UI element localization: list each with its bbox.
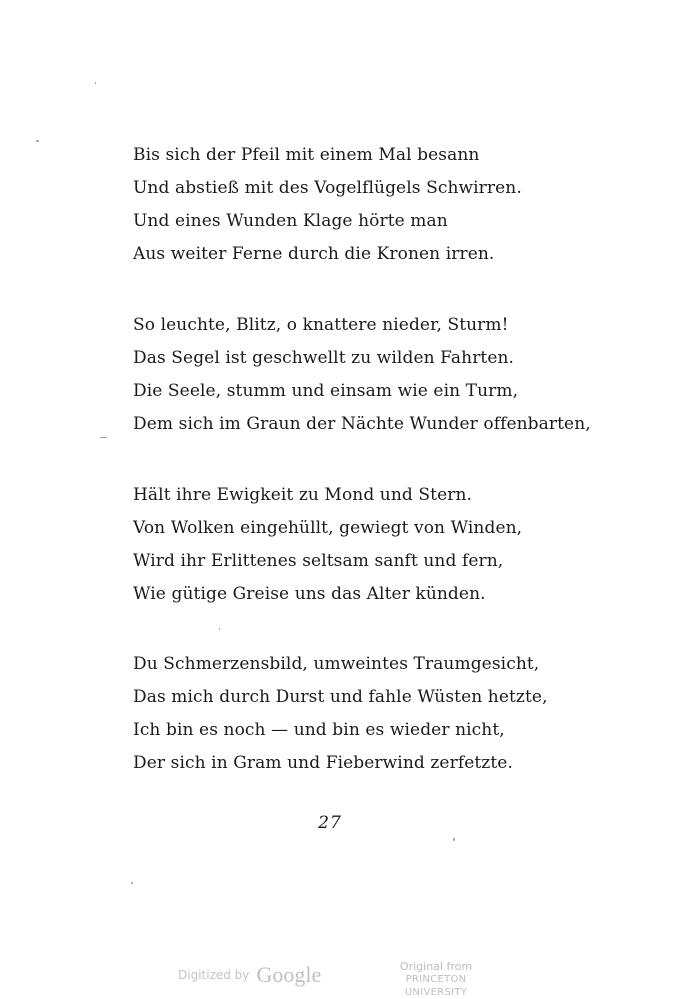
scan-speck: [36, 140, 39, 142]
stanza-4: [133, 648, 653, 780]
google-logo: Google: [256, 962, 322, 987]
poem-line: Und abstieß mit des Vogelflügels Schwirren.: [133, 178, 522, 198]
stanza-3: [133, 479, 653, 611]
poem-line: Die Seele, stumm und einsam wie ein Turm,: [133, 381, 519, 401]
poem-line: Wird ihr Erlittenes seltsam sanft und fern,: [133, 551, 504, 571]
scan-speck: [95, 82, 96, 84]
poem-line: Dem sich im Graun der Nächte Wunder offenbarten,: [133, 414, 591, 434]
scan-speck: [131, 882, 133, 884]
poem-line: Hält ihre Ewigkeit zu Mond und Stern.: [133, 485, 473, 505]
digitized-by-google-watermark: [178, 962, 321, 988]
poem-line: Bis sich der Pfeil mit einem Mal besann: [133, 145, 480, 165]
digitized-by-label: Digitized by: [178, 968, 250, 982]
poem-line: Aus weiter Ferne durch die Kronen irren.: [133, 244, 495, 264]
stanza-1: [133, 139, 653, 271]
scan-speck: [219, 628, 220, 630]
poem-line: Der sich in Gram und Fieberwind zerfetzte.: [133, 753, 513, 773]
poem-line: Das Segel ist geschwellt zu wilden Fahrten.: [133, 348, 515, 368]
poem-line: So leuchte, Blitz, o knattere nieder, Sturm!: [133, 315, 509, 335]
original-from-label: Original from: [399, 960, 473, 973]
poem-line: Ich bin es noch — und bin es wieder nicht,: [133, 720, 505, 740]
poem-line: Das mich durch Durst und fahle Wüsten hetzte,: [133, 687, 548, 707]
digitization-footer: [0, 956, 680, 998]
poem-line: Von Wolken eingehüllt, gewiegt von Winden,: [133, 518, 523, 538]
stanza-2: [133, 309, 653, 441]
institution-name: PRINCETON UNIVERSITY: [404, 974, 468, 998]
poem-line: Und eines Wunden Klage hörte man: [133, 211, 448, 231]
page-number: 27: [318, 813, 342, 833]
poem-line: Du Schmerzensbild, umweintes Traumgesicht,: [133, 654, 540, 674]
scan-speck: [100, 437, 107, 438]
poem-line: Wie gütige Greise uns das Alter künden.: [133, 584, 486, 604]
scan-speck: [453, 838, 455, 841]
original-from-watermark: [378, 960, 494, 999]
